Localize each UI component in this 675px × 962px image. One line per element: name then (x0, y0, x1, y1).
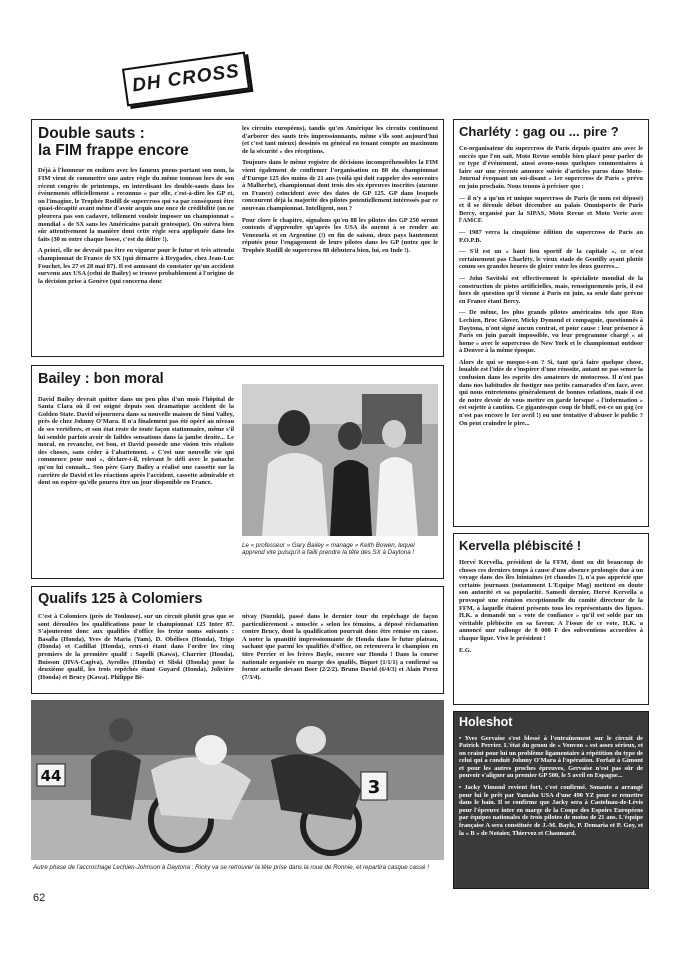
double-title (38, 126, 234, 159)
charlety-para-6: — De même, les plus grands pilotes américains tels que Ron Lechien, Broc Glover, Micky Dymond et compagnie, questionnés à Daytona, n'ont signé aucun contrat, et pour cause : leur présence à Paris en juin paraît impossible, vu leur programme chargé « at home » avec le supercross de New York et le championnat outdoor à Denver à la même époque. (459, 309, 643, 355)
double-col-1 (38, 126, 234, 289)
kervella-signature: E.G. (459, 646, 472, 654)
charlety-content (459, 125, 643, 431)
page-number: 62 (33, 892, 46, 904)
bailey-title: Bailey : bon moral (38, 371, 164, 387)
bailey-photo-image (242, 384, 438, 536)
section-logo-text: DH CROSS (130, 60, 242, 97)
qualifs-col-2 (242, 613, 438, 685)
bottom-photo-caption: Autre phase de l'accrochage Lechien-Johnson à Daytona : Ricky va se retrouver la tête prise dans la roue de Ronnie, et repartira casque cassé ! (33, 864, 430, 871)
charlety-title: Charléty : gag ou ... pire ? (459, 124, 619, 139)
bailey-para-1: David Bailey devrait quitter dans un peu plus d'un mois l'hôpital de Santa Clara où il est soigné depuis son dramatique accident de la Golden State. David séjournera dans sa nouvelle maison de Simi Valley, près de chez Johnny O'Mara. Il n'a finalement pas été opéré au niveau de ses vertèbres, et son état reste de toute façon stationnaire, même s'il lui semble parfois avoir de faibles sensations dans la jambe droite... Le moral, en revanche, est bon, et David possède une vision très réaliste des choses, sans céder à l'abattement. « C'est une nouvelle vie qui commence pour moi », déclare-t-il, relevant le défi avec le panache qu'on lui connaît... Son père Gary Bailey a réalisé une cassette sur la carrière de David et les réactions après l'accident, cassette admirable et dont on espère qu'elle pourra être un jour disponible en France. (38, 395, 234, 487)
double-para-5: Pour clore le chapitre, signalons qu'en 88 les pilotes des GP 250 seront contents d'apprendre qu'après les USA ils auront à se rendre au Venezuela et en Argentine (!) en fin de saison, deux pays hautement réputés pour l'engagement de leurs pilotes dans les GP (notez que le Trophée Rodill de supercross 88 débutera bien, lui, en Inde !). (242, 216, 438, 254)
double-para-4: Toujours dans le même registre de décisions incompréhensibles la FIM vient également de confirmer l'organisation en 88 du championnat d'Europe 125 des moins de 21 ans (voilà qui doit rappeler des souvenirs à Malherbe), championnat dont trois des six épreuves inscrites (aucune en France) coïncident avec des dates de GP 125. GP dans lesquels concourent déjà la majorité des pilotes potentiellement intéressés par ce nouveau championnat. Intelligent, non ? (242, 159, 438, 212)
charlety-para-3: — 1987 verra la cinquième édition du supercross de Paris au P.O.P.B. (459, 228, 643, 244)
article-holeshot (453, 711, 649, 889)
holeshot-para-1: • Yves Gervaise s'est blessé à l'entraînement sur le circuit de Patrick Perrier. L'état du genou de « Vonvon » est assez sérieux, et on craint pour lui un problème ligamentaire à répétition du type de celui qui a conduit Johnny O'Mara à l'opération. Forfait à Gimont et pour les autres proches épreuves, Gervaise n'est pas sûr de pouvoir s'aligner au premier GP 500, le 5 avril en Espagne... (459, 734, 643, 780)
charlety-para-4: — S'il est un « haut lieu sportif de la capitale », ce n'est certainement pas Charléty, le vieux stade de Gentilly ayant plutôt connu ses grandes heures de gloire entre les deux guerres... (459, 248, 643, 271)
double-para-3: les circuits européens), tandis qu'en Amérique les circuits continuent d'arborer des sauts très impressionnants, même s'ils sont aujourd'hui (et c'est tant mieux) dessinés en général en tenant compte au maximum de la sécurité » des réceptions. (242, 125, 438, 155)
charlety-para-1: Co-organisateur du supercross de Paris depuis quatre ans avec le succès que l'on sait, Moto Revue semble bien placé pour parler de ce type d'événement, aussi avons-nous quelques commentaires à faire sur une récente annonce suivie d'articles parus dans Moto-Journal évoquant un soi-disant « 1er supercross de Paris » prévu en juin prochain. Nous tenons à préciser que : (459, 145, 643, 190)
holeshot-title: Holeshot (459, 715, 513, 729)
motocross-photo (31, 700, 444, 860)
article-charlety (453, 119, 649, 527)
double-title-line1: Double sauts : (38, 125, 145, 142)
qualifs-para-2: nivay (Suzuki), passé dans le dernier tour du repêchage de façon particulièrement « musclée » selon les témoins, a déposé réclamation contre Brucy, dont la qualification pourrait donc être remise en cause. A noter la quantité impressionnante de Honda dans le futur plateau, sachant que parmi les qualifiés d'office, on retrouvera le champion en titre Perrier et les frères Bayle, encore sur Honda ! Dans la course nationale organisée en marge des qualifs, Biquet (1/1/1) a confirmé sa forme actuelle devant Boer (2/2/2). Bruno David (6/4/3) et Alain Perez (7/3/4). (242, 613, 438, 681)
qualifs-title: Qualifs 125 à Colomiers (38, 591, 203, 607)
bailey-text-col (38, 372, 234, 491)
kervella-title: Kervella plébiscité ! (459, 538, 582, 553)
charlety-para-2: — il n'y a qu'un et unique supercross de Paris (le nom est déposé) et il se déroule début décembre au palais Omnisports de Paris Bercy, organisé par la SIPAS, Moto Revue et Moto Verte avec l'AMCF. (459, 194, 643, 225)
plate-number-44: 44 (40, 767, 62, 785)
bailey-caption: Le « professeur » Gary Bailey « manage » Keith Bowen, lequel apprend vite puisqu'il a failli prendre la tête des SX à Daytona ! (242, 542, 415, 557)
article-qualifs (31, 586, 444, 694)
charlety-para-7: Alors de qui se moque-t-on ? Si, tant qu'à faire quelque chose, louable est l'idée de s'inspirer d'une réussite, autant ne pas semer la confusion dans les esprits des amateurs de motocross. Il n'est pas dans nos habitudes de fustiger nos petits camarades d'en face, avec qui nous entretenons généralement de bonnes relations, mais il est de notre devoir de vous mettre en garde lorsque « l'information » est sujette à caution. Ce gigantesque coup de bluff, est-ce un gag (ce n'est pas encore le 1er avril !) ou une tentative d'abuser le public ? On peut craindre le pire... (459, 358, 643, 427)
plate-number-3: 3 (367, 777, 381, 798)
qualifs-para-1: C'est à Colomiers (près de Toulouse), sur un circuit plutôt gras que se sont déroulées les qualifications pour le championnat 125 Inter 87. S'ajouteront donc aux qualifiés d'office les treize noms suivants : Basalla (Honda), Yves de Maria (Yam), D. Obélisco (Honda), Trigo (Honda) et Cadillat (Honda), ceux-ci étant dans l'ordre les cinq premiers de la première qualif : Sapelli (Kawa), Charrier (Honda), Buisson (HVA-Cagiva), Ayrolles (Honda) et Sliski (Honda) pour la deuxième qualif, les trois repêchés étant Guyard (Honda), Jolivière (Honda) et Brucy (Kawa). Philippe Bé- (38, 613, 234, 681)
double-para-2: A priori, elle ne devrait pas être en vigueur pour le futur et très attendu championnat de France de SX (qui démarre à Reygades, chez Jean-Luc Fouchet, les 27 et 28 mai 87). Il est amusant de constater qu'un accident survenu aux USA (celui de Bailey) se trouve probablement à l'origine de la décision prise à Genève (qui concerna donc (38, 247, 234, 285)
kervella-para-1: Hervé Kervella, président de la FFM, dont on dit beaucoup de choses ces derniers temps à cause d'une absence prolongée due à un voyage dans des îles lointaines (et chaudes !), n'a pas apprécié que certains journaux (notamment L'Equipe Mag) mettent en doute son autorité et sa popularité. Samedi dernier, Hervé Kervella a provoqué une réunion exceptionnelle du comité directeur de la FFM, à laquelle étaient présents tous les représentants des ligues. H.K. a demandé un « vote de confiance » qu'il est solde par un véritable plébiscite en sa faveur. A l'issue de ce vote, H.K. a annoncé une rallonge de 8 000 F des subventions accordées à chaque ligue. Vive le président ! (459, 559, 643, 642)
kervella-content (459, 539, 643, 658)
double-para-1: Déjà à l'honneur en enduro avec les fameux pneus portant son nom, la FIM vient de commettre une autre règle du même tonneau lors de son récent congrès de printemps, en interdisant les double-sauts dans les événements officiellement « reconnus » par elle, c'est-à-dire les GP et, on l'imagine, le Trophée Rodill de supercross qui va par conséquent être quasi-décapité avant même d'avoir acquis une once de crédibilité (on ne pleurera pas son cadavre, tellement vouloir imposer un championnat « mondial » de SX sans les Américains paraît grotesque). On suivra bien sûr attentivement la manière dont cette règle sera appliquée dans les faits (30 m entre chaque bosse, c'est du délire !). (38, 167, 234, 243)
article-bailey (31, 365, 444, 579)
qualifs-col-1 (38, 613, 234, 685)
double-col-2 (242, 125, 438, 259)
bailey-photo (242, 384, 438, 536)
qualifs-header (38, 592, 438, 608)
holeshot-para-2: • Jacky Vimond revient fort, c'est confirmé. Sonauto a arrangé pour lui le prêt par Yamaha USA d'une 490 YZ pour se remettre dans le bain. Il se confirme que Jacky sera à Castelnau-de-Lévis pour l'épreuve inter en marge de la Coupe des Espoirs Européens par équipes nationales de trois pilotes de moins de 21 ans. L'équipe française A sera constituée de J.-M. Bayle, P. Demaria et P. Goy, et la « B » de Notaier, Thiervoz et Chaumard. (459, 784, 643, 837)
article-kervella (453, 533, 649, 705)
section-logo (122, 52, 250, 107)
article-double-sauts (31, 119, 444, 357)
motocross-photo-image (31, 700, 444, 860)
double-title-line2: la FIM frappe encore (38, 141, 189, 159)
charlety-para-5: — John Savitski est effectivement le spécialiste mondial de la construction de pistes artificielles, mais, renseignements pris, il est hors de question qu'il vienne à Paris en juin, sa seule date prévue en France étant Bercy. (459, 274, 643, 305)
holeshot-content (459, 716, 643, 841)
